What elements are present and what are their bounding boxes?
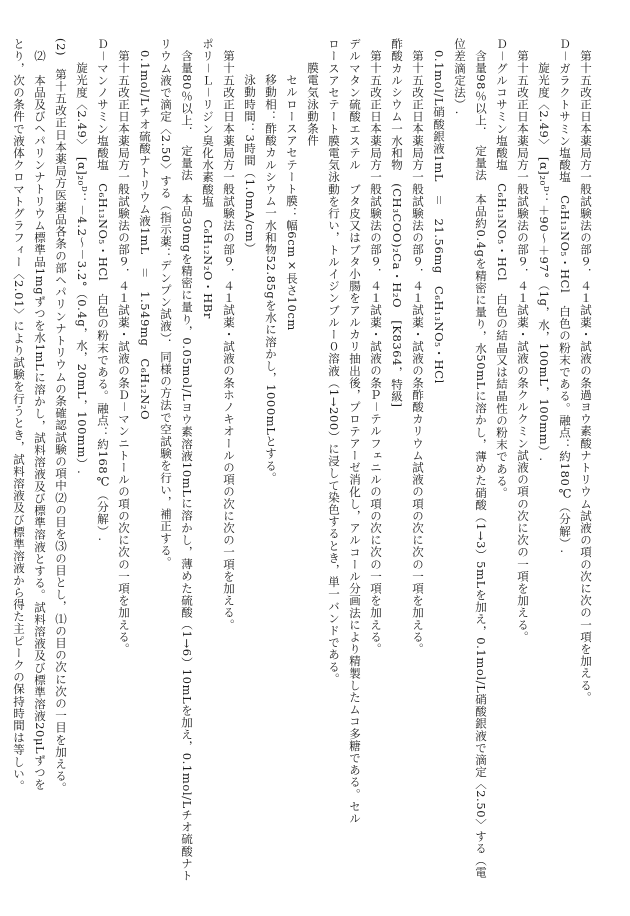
text-line: (2) 第十五改正日本薬局方医薬品各条の部ヘパリンナトリウムの条確認試験の項中⑵の目を⑶の目とし，⑴の目の次に次の一目を加える。 [54, 38, 68, 795]
text-line: 含量80％以上． 定量法 本品30mgを精密に量り，0.05mol/Lヨウ素溶液10mLに溶かし，薄めた硫酸（1→6）10mLを加え，0.1mol/Lチオ硫酸ナト [180, 50, 194, 882]
text-line: 0.1mol/Lチオ硫酸ナトリウム液1mL ＝ 1.549mg C₆H₁₂N₂O [138, 50, 152, 421]
text-line: 第十五改正日本薬局方一般試験法の部９．４１試薬・試液の条クルクミン試液の項の次に次の一項を加える。 [516, 50, 530, 643]
text-line: 第十五改正日本薬局方一般試験法の部９．４１試薬・試液の条ｐ－テルフェニルの項の次に次の一項を加える。 [369, 50, 383, 655]
text-line: デルマタン硫酸エステル ブタ皮又はブタ小腸をアルカリ抽出後，プロテアーゼ消化し，アルコール分画法により精製したムコ多糖である。セル [348, 38, 362, 825]
text-line: 酢酸カルシウム一水和物 (CH₃COO)₂Ca・H₂O [K8364，特級] [390, 38, 404, 408]
text-line: 0.1mol/L硝酸銀液1mL ＝ 21.56mg C₆H₁₃NO₅・HCl [432, 50, 446, 384]
text-line: ポリ－Ｌ－リジン臭化水素酸塩 C₆H₁₂N₂O・HBr [201, 38, 215, 319]
text-line: 旋光度〈2.49〉 [α]₂₀ᴰ：－4.2～－3.2°（0.4g，水，20mL，100mm）. [75, 62, 89, 475]
text-line: 旋光度〈2.49〉 [α]₂₀ᴰ：＋90～＋97°（1g，水，100mL，100mm）. [537, 62, 551, 462]
text-line: 第十五改正日本薬局方一般試験法の部９．４１試薬・試液の条Ｄ－マンニトールの項の次に次の一項を加える。 [117, 50, 131, 655]
text-line: 泳動時間：3時間（1.0mA/cm） [243, 74, 257, 255]
text-line: Ｄ－グルコサミン塩酸塩 C₆H₁₃NO₅・HCl 白色の結晶又は結晶性の粉末である。 [495, 38, 509, 499]
text-line: 含量98％以上． 定量法 本品約0.4gを精密に量り，水50mLに溶かし，薄めた硝酸（1→3）5mLを加え，0.1mol/L硝酸銀液で滴定〈2.50〉する（電 [474, 50, 488, 879]
text-line: 移動相：酢酸カルシウム一水和物52.85gを水に溶かし，1000mLとする。 [264, 74, 278, 484]
document-body [8, 38, 596, 886]
text-line: とり，次の条件で液体クロマトグラフィー〈2.01〉により試験を行うとき，試料溶液及び標準溶液から得た主ピークの保持時間は等しい。 [12, 38, 26, 793]
text-line: 膜電気泳動条件 [306, 62, 320, 147]
text-line: リウム液で滴定〈2.50〉する（指示薬：デンプン試液）．同様の方法で空試験を行い，補正する。 [159, 38, 173, 569]
text-line: ⑵ 本品及びヘパリンナトリウム標準品1mgずつを水1mLに溶かし，試料溶液及び標準溶液とする。試料溶液及び標準溶液20μLずつを [33, 50, 47, 791]
text-line: Ｄ－マンノサミン塩酸塩 C₆H₁₃NO₅・HCl 白色の粉末である。融点：約168℃（分解）. [96, 38, 110, 542]
text-line: Ｄ－ガラクトサミン塩酸塩 C₆H₁₃NO₅・HCl 白色の粉末である。融点：約180℃（分解）. [558, 38, 572, 554]
text-line: セルロースアセテート膜：幅6cm×長さ10cm [285, 74, 299, 331]
text-line: 第十五改正日本薬局方一般試験法の部９．４１試薬・試液の条過ヨウ素酸ナトリウム試液の項の次に次の一項を加える。 [579, 50, 593, 704]
text-line: 第十五改正日本薬局方一般試験法の部９．４１試薬・試液の条ホノキオールの項の次に次の一項を加える。 [222, 50, 236, 631]
text-line: 第十五改正日本薬局方一般試験法の部９．４１試薬・試液の条酢酸カリウム試液の項の次に次の一項を加える。 [411, 50, 425, 655]
text-line: ロースアセテート膜電気泳動を行い，トルイジンブルー０溶液（1→200）に浸して染色するとき，単一バンドである。 [327, 38, 341, 685]
text-line: 位差滴定法）. [453, 38, 467, 115]
